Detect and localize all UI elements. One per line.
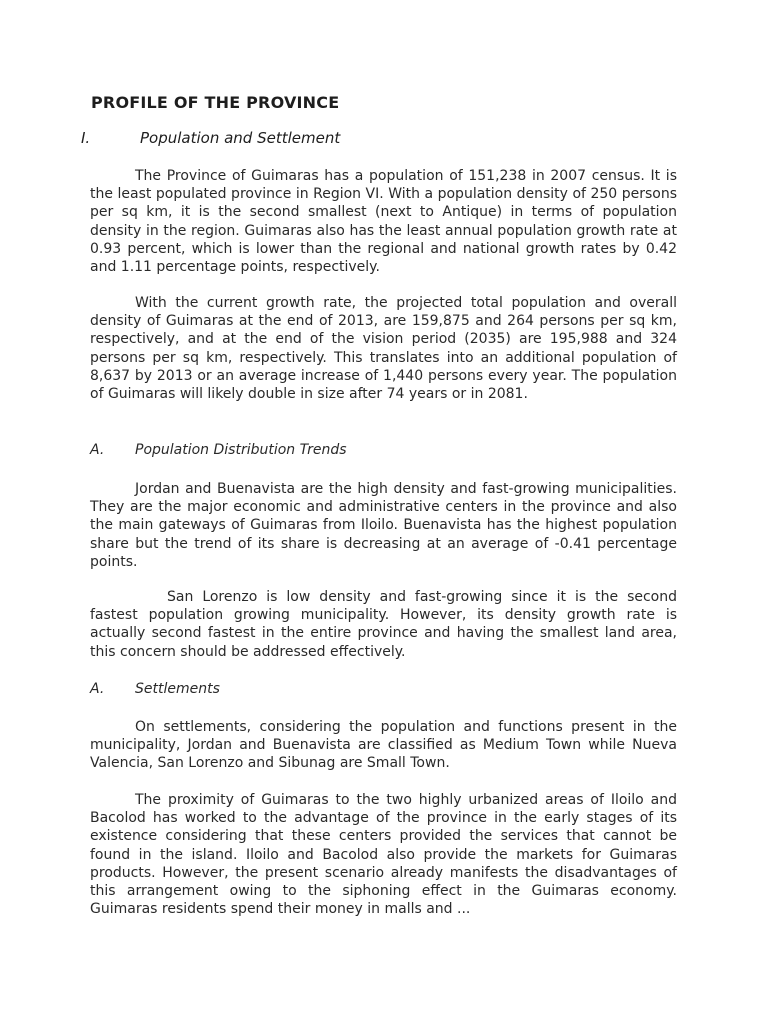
subsection-title: Settlements [135, 681, 220, 697]
paragraph-settlements: On settlements, considering the population and functions present in the municipality, Jordan and Buenavista are classified as Medium Town while Nueva Valencia, San Lorenzo and Sibunag are Small Town. [90, 719, 677, 772]
subsection-number: A. [90, 442, 105, 458]
subsection-title: Population Distribution Trends [135, 442, 347, 458]
paragraph-san-lorenzo: San Lorenzo is low density and fast-growing since it is the second fastest population growing municipality. However, its density growth rate is actually second fastest in the entire province and having the smallest land area, this concern should be addressed effectively. [90, 589, 677, 660]
paragraph-population-projection: With the current growth rate, the projected total population and overall density of Guimaras at the end of 2013, are 159,875 and 264 persons per sq km, respectively, and at the end of the vision period (2035) are 195,988 and 324 persons per sq km, respectively. This translates into an additional population of 8,637 by 2013 or an average increase of 1,440 persons every year. The population of Guimaras will likely double in size after 74 years or in 2081. [90, 295, 677, 403]
paragraph-jordan-buenavista: Jordan and Buenavista are the high density and fast-growing municipalities. They are the major economic and administrative centers in the province and also the main gateways of Guimaras from Iloilo. Buenavista has the highest population share but the trend of its share is decreasing at an average of -0.41 percentage points. [90, 481, 677, 570]
paragraph-proximity: The proximity of Guimaras to the two highly urbanized areas of Iloilo and Bacolod has worked to the advantage of the province in the early stages of its existence considering that these centers provided the services that cannot be found in the island. Iloilo and Bacolod also provide the markets for Guimaras products. However, the present scenario already manifests the disadvantages of this arrangement owing to the siphoning effect in the Guimaras economy. Guimaras residents spend their money in malls and ... [90, 792, 677, 918]
section-title: Population and Settlement [140, 129, 341, 147]
subsection-heading-distribution [90, 442, 347, 458]
paragraph-population-overview: The Province of Guimaras has a population of 151,238 in 2007 census. It is the least populated province in Region VI. With a population density of 250 persons per sq km, it is the second smallest (next to Antique) in terms of population density in the region. Guimaras also has the least annual population growth rate at 0.93 percent, which is lower than the regional and national growth rates by 0.42 and 1.11 percentage points, respectively. [90, 168, 677, 276]
subsection-number: A. [90, 681, 105, 697]
section-heading [81, 129, 340, 147]
document-title: PROFILE OF THE PROVINCE [91, 93, 340, 112]
subsection-heading-settlements [90, 681, 220, 697]
section-number: I. [81, 129, 91, 147]
